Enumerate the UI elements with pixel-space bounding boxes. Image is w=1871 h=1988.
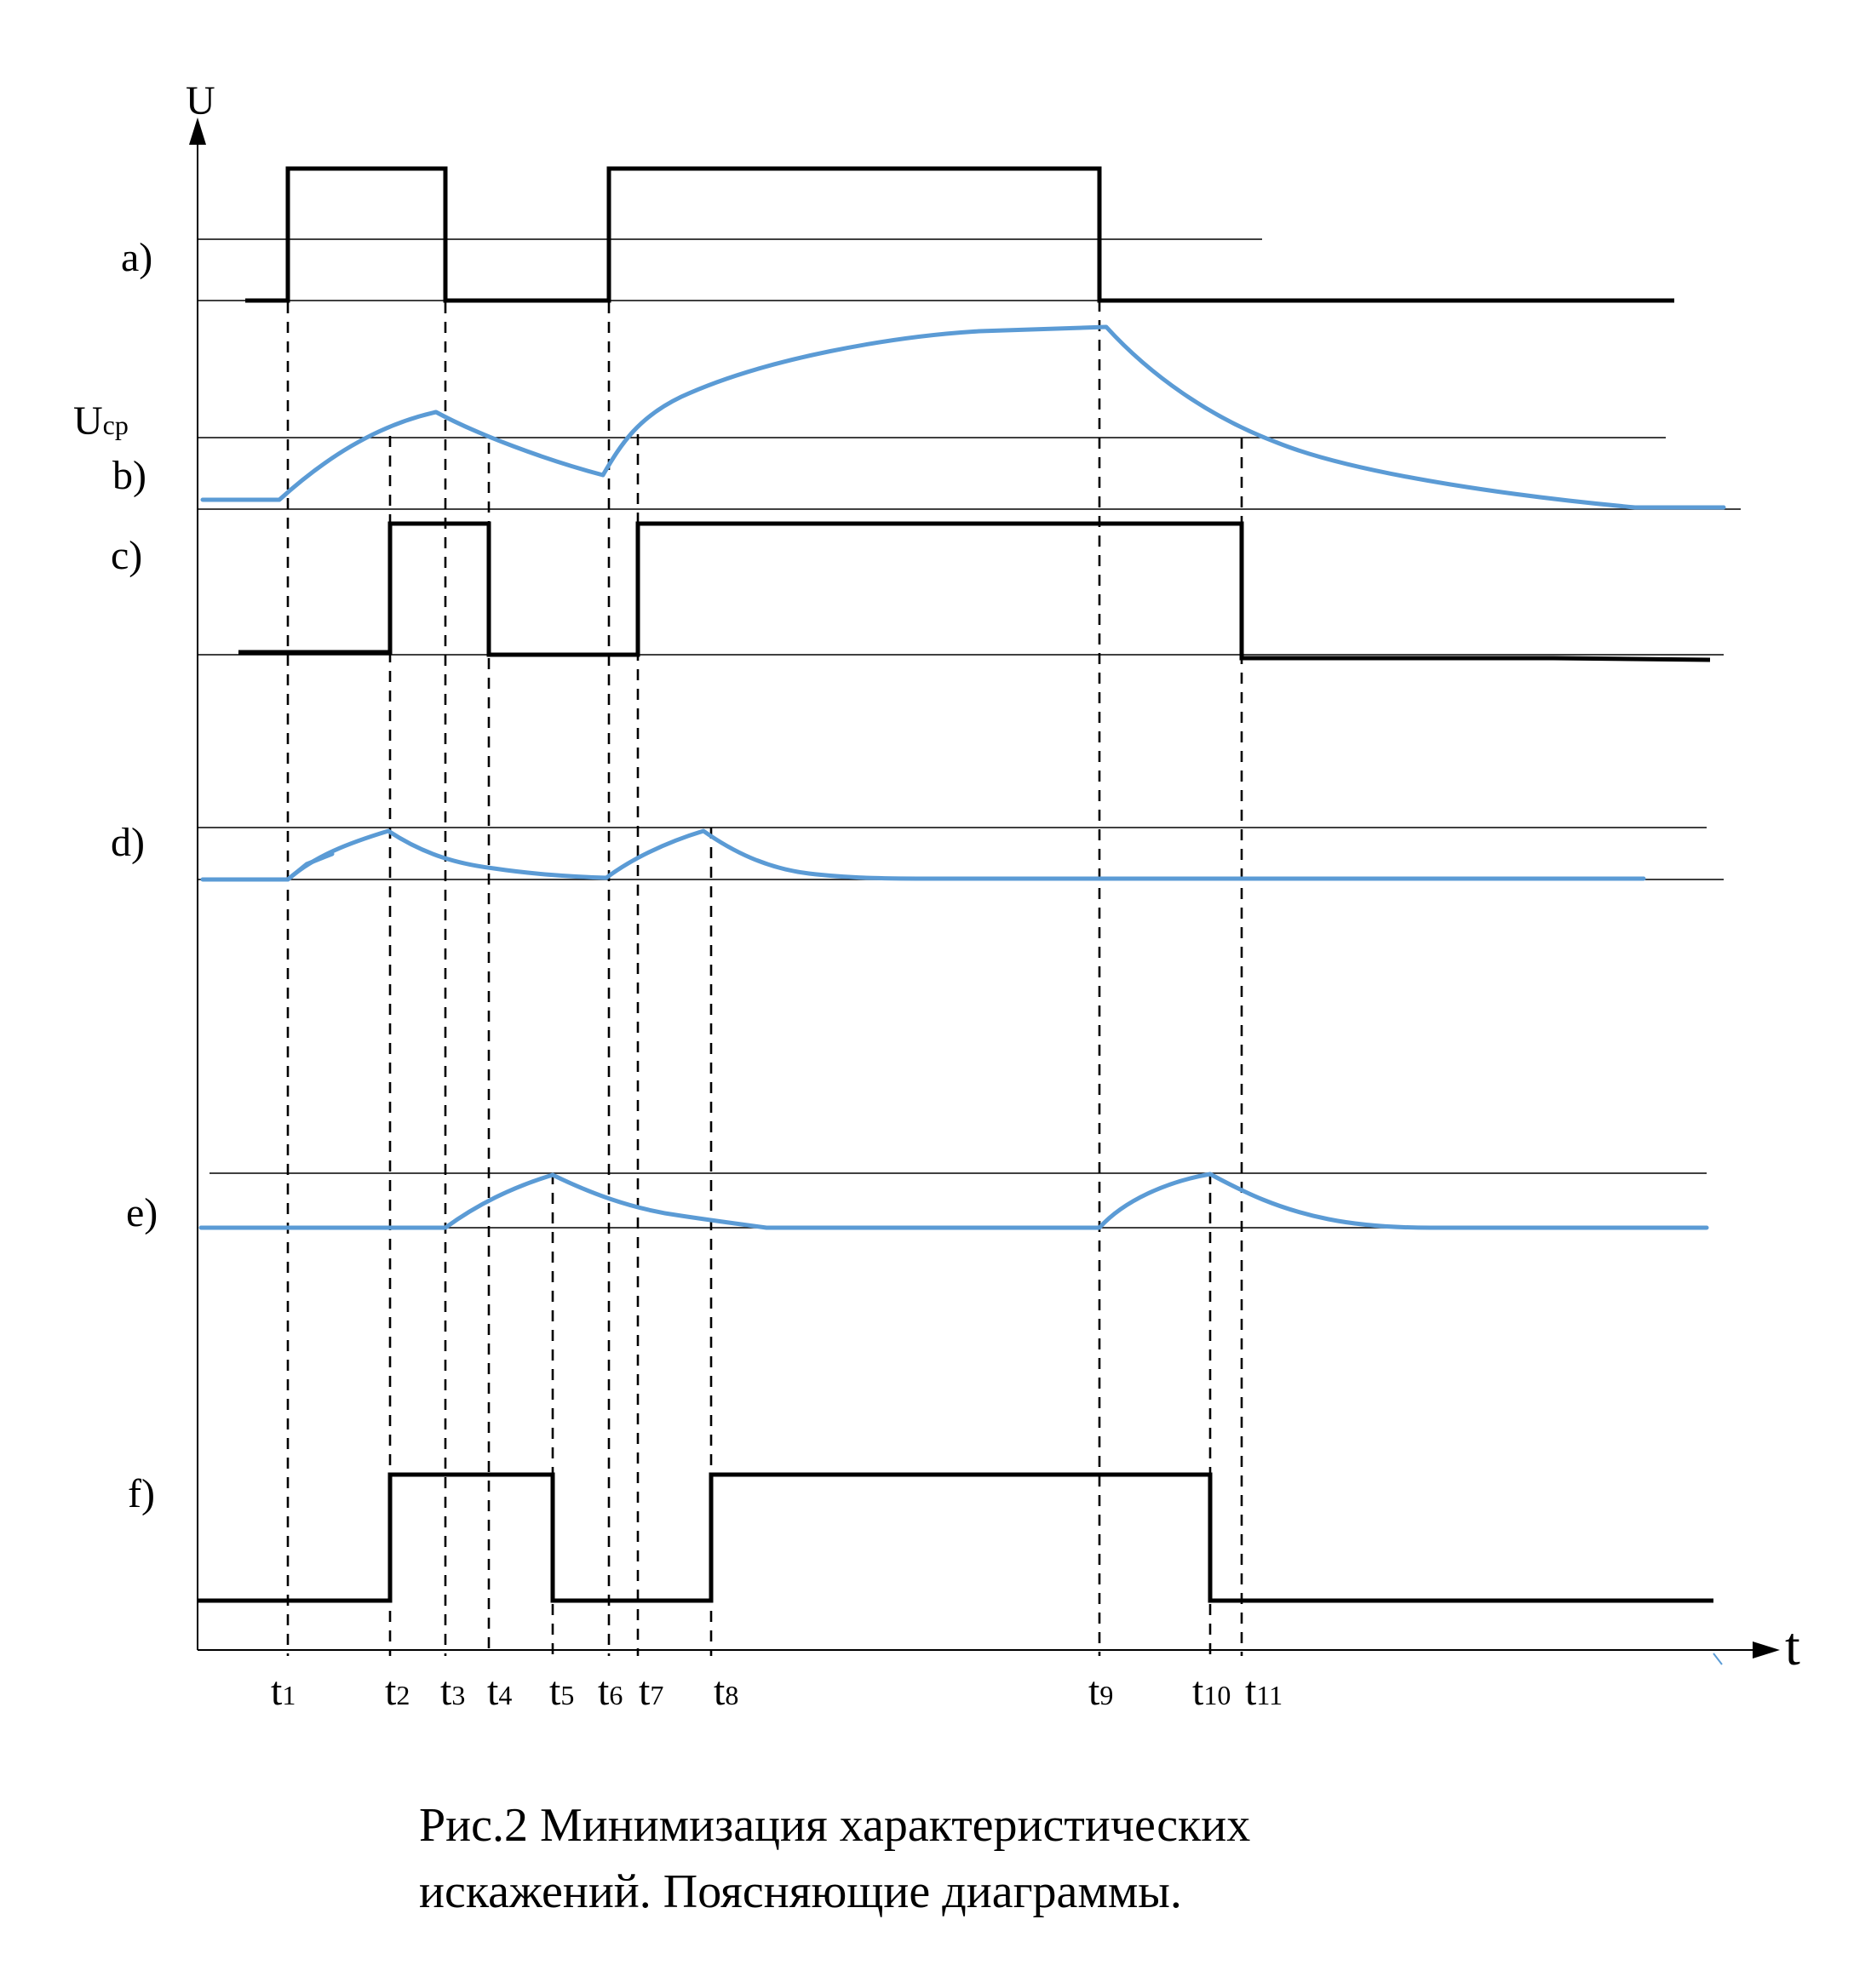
trace-b-signal: [203, 327, 1724, 507]
trace-f-signal: [198, 1475, 1713, 1601]
trace-label-c: c): [111, 533, 143, 578]
caption-line-1: Рис.2 Минимизация характеристических: [419, 1799, 1251, 1852]
analog-traces: [201, 327, 1724, 1228]
threshold-label-sub: ср: [102, 410, 129, 440]
trace-labels: [73, 235, 158, 1516]
trace-label-d: d): [111, 820, 145, 865]
time-label-t4: t4: [487, 1669, 513, 1714]
time-label-t3: t3: [440, 1669, 466, 1714]
time-label-t9: t9: [1088, 1669, 1114, 1714]
time-mark-labels: [271, 1669, 1283, 1714]
time-label-t8: t8: [714, 1669, 739, 1714]
trace-label-f: f): [128, 1471, 155, 1516]
trace-c-signal: [238, 524, 1710, 660]
time-label-t2: t2: [385, 1669, 410, 1714]
digital-traces: [198, 169, 1713, 1601]
time-label-t7: t7: [639, 1669, 664, 1714]
time-label-t5: t5: [549, 1669, 575, 1714]
figure-caption: [419, 1792, 1441, 1925]
time-label-t1: t1: [271, 1669, 296, 1714]
threshold-label: [73, 398, 129, 444]
time-label-t6: t6: [598, 1669, 623, 1714]
threshold-label-main: U: [73, 398, 103, 444]
trace-a-signal: [245, 169, 1674, 301]
reference-lines: [198, 239, 1741, 1228]
x-axis-stray-mark: [1713, 1653, 1722, 1664]
trace-label-a: a): [121, 235, 153, 280]
time-markers: [288, 301, 1242, 1656]
time-label-t11: t11: [1245, 1669, 1283, 1714]
trace-e-signal: [201, 1174, 1707, 1228]
trace-d-blip: [288, 854, 332, 879]
y-axis-label: U: [186, 78, 215, 123]
x-axis-label: t: [1785, 1616, 1800, 1676]
trace-label-b: b): [112, 453, 146, 498]
caption-line-2: искажений. Поясняющие диаграммы.: [419, 1865, 1182, 1918]
trace-d-signal: [203, 831, 1644, 879]
trace-label-e: e): [126, 1190, 158, 1235]
time-label-t10: t10: [1192, 1669, 1231, 1714]
x-axis-arrowhead: [1753, 1641, 1780, 1659]
